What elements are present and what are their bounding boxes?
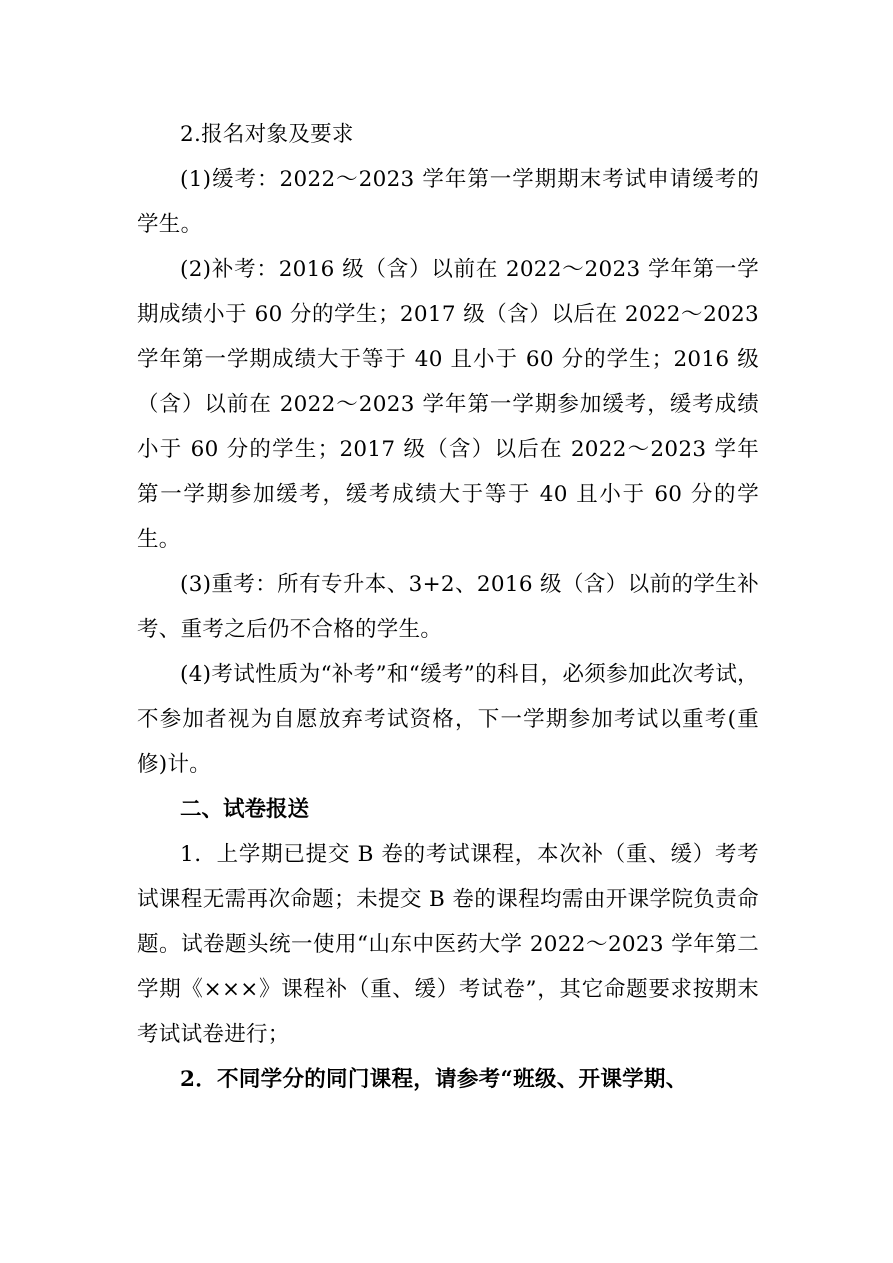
document-page	[137, 112, 759, 1102]
paragraph-retake-exam: (3)重考：所有专升本、3+2、2016 级（含）以前的学生补考、重考之后仍不合格的学生。	[137, 572, 759, 642]
paragraph-deferred-exam: (1)缓考：2022～2023 学年第一学期期末考试申请缓考的学生。	[137, 167, 759, 237]
section-heading-paper-submission: 二、试卷报送	[180, 797, 310, 822]
paragraph-exam-nature: (4)考试性质为“补考”和“缓考”的科目，必须参加此次考试，不参加者视为自愿放弃考试资格，下一学期参加考试以重考(重修)计。	[137, 662, 759, 777]
paragraph-paper-submission-2: 2．不同学分的同门课程，请参考“班级、开课学期、	[180, 1067, 688, 1092]
item-title-registration: 2.报名对象及要求	[180, 122, 354, 147]
paragraph-makeup-exam: (2)补考：2016 级（含）以前在 2022～2023 学年第一学期成绩小于 60 分的学生；2017 级（含）以后在 2022～2023 学年第一学期成绩大于等于 40 且小于 60 分的学生；2016 级（含）以前在 2022～2023 学年第一学期参加缓考，缓考成绩小于 60 分的学生；2017 级（含）以后在 2022～2023 学年第一学期参加缓考，缓考成绩大于等于 40 且小于 60 分的学生。	[137, 257, 759, 552]
paragraph-paper-submission-1: 1．上学期已提交 B 卷的考试课程，本次补（重、缓）考考试课程无需再次命题；未提交 B 卷的课程均需由开课学院负责命题。试卷题头统一使用“山东中医药大学 2022～2023 学年第二学期《×××》课程补（重、缓）考试卷”，其它命题要求按期末考试试卷进行；	[137, 842, 759, 1047]
